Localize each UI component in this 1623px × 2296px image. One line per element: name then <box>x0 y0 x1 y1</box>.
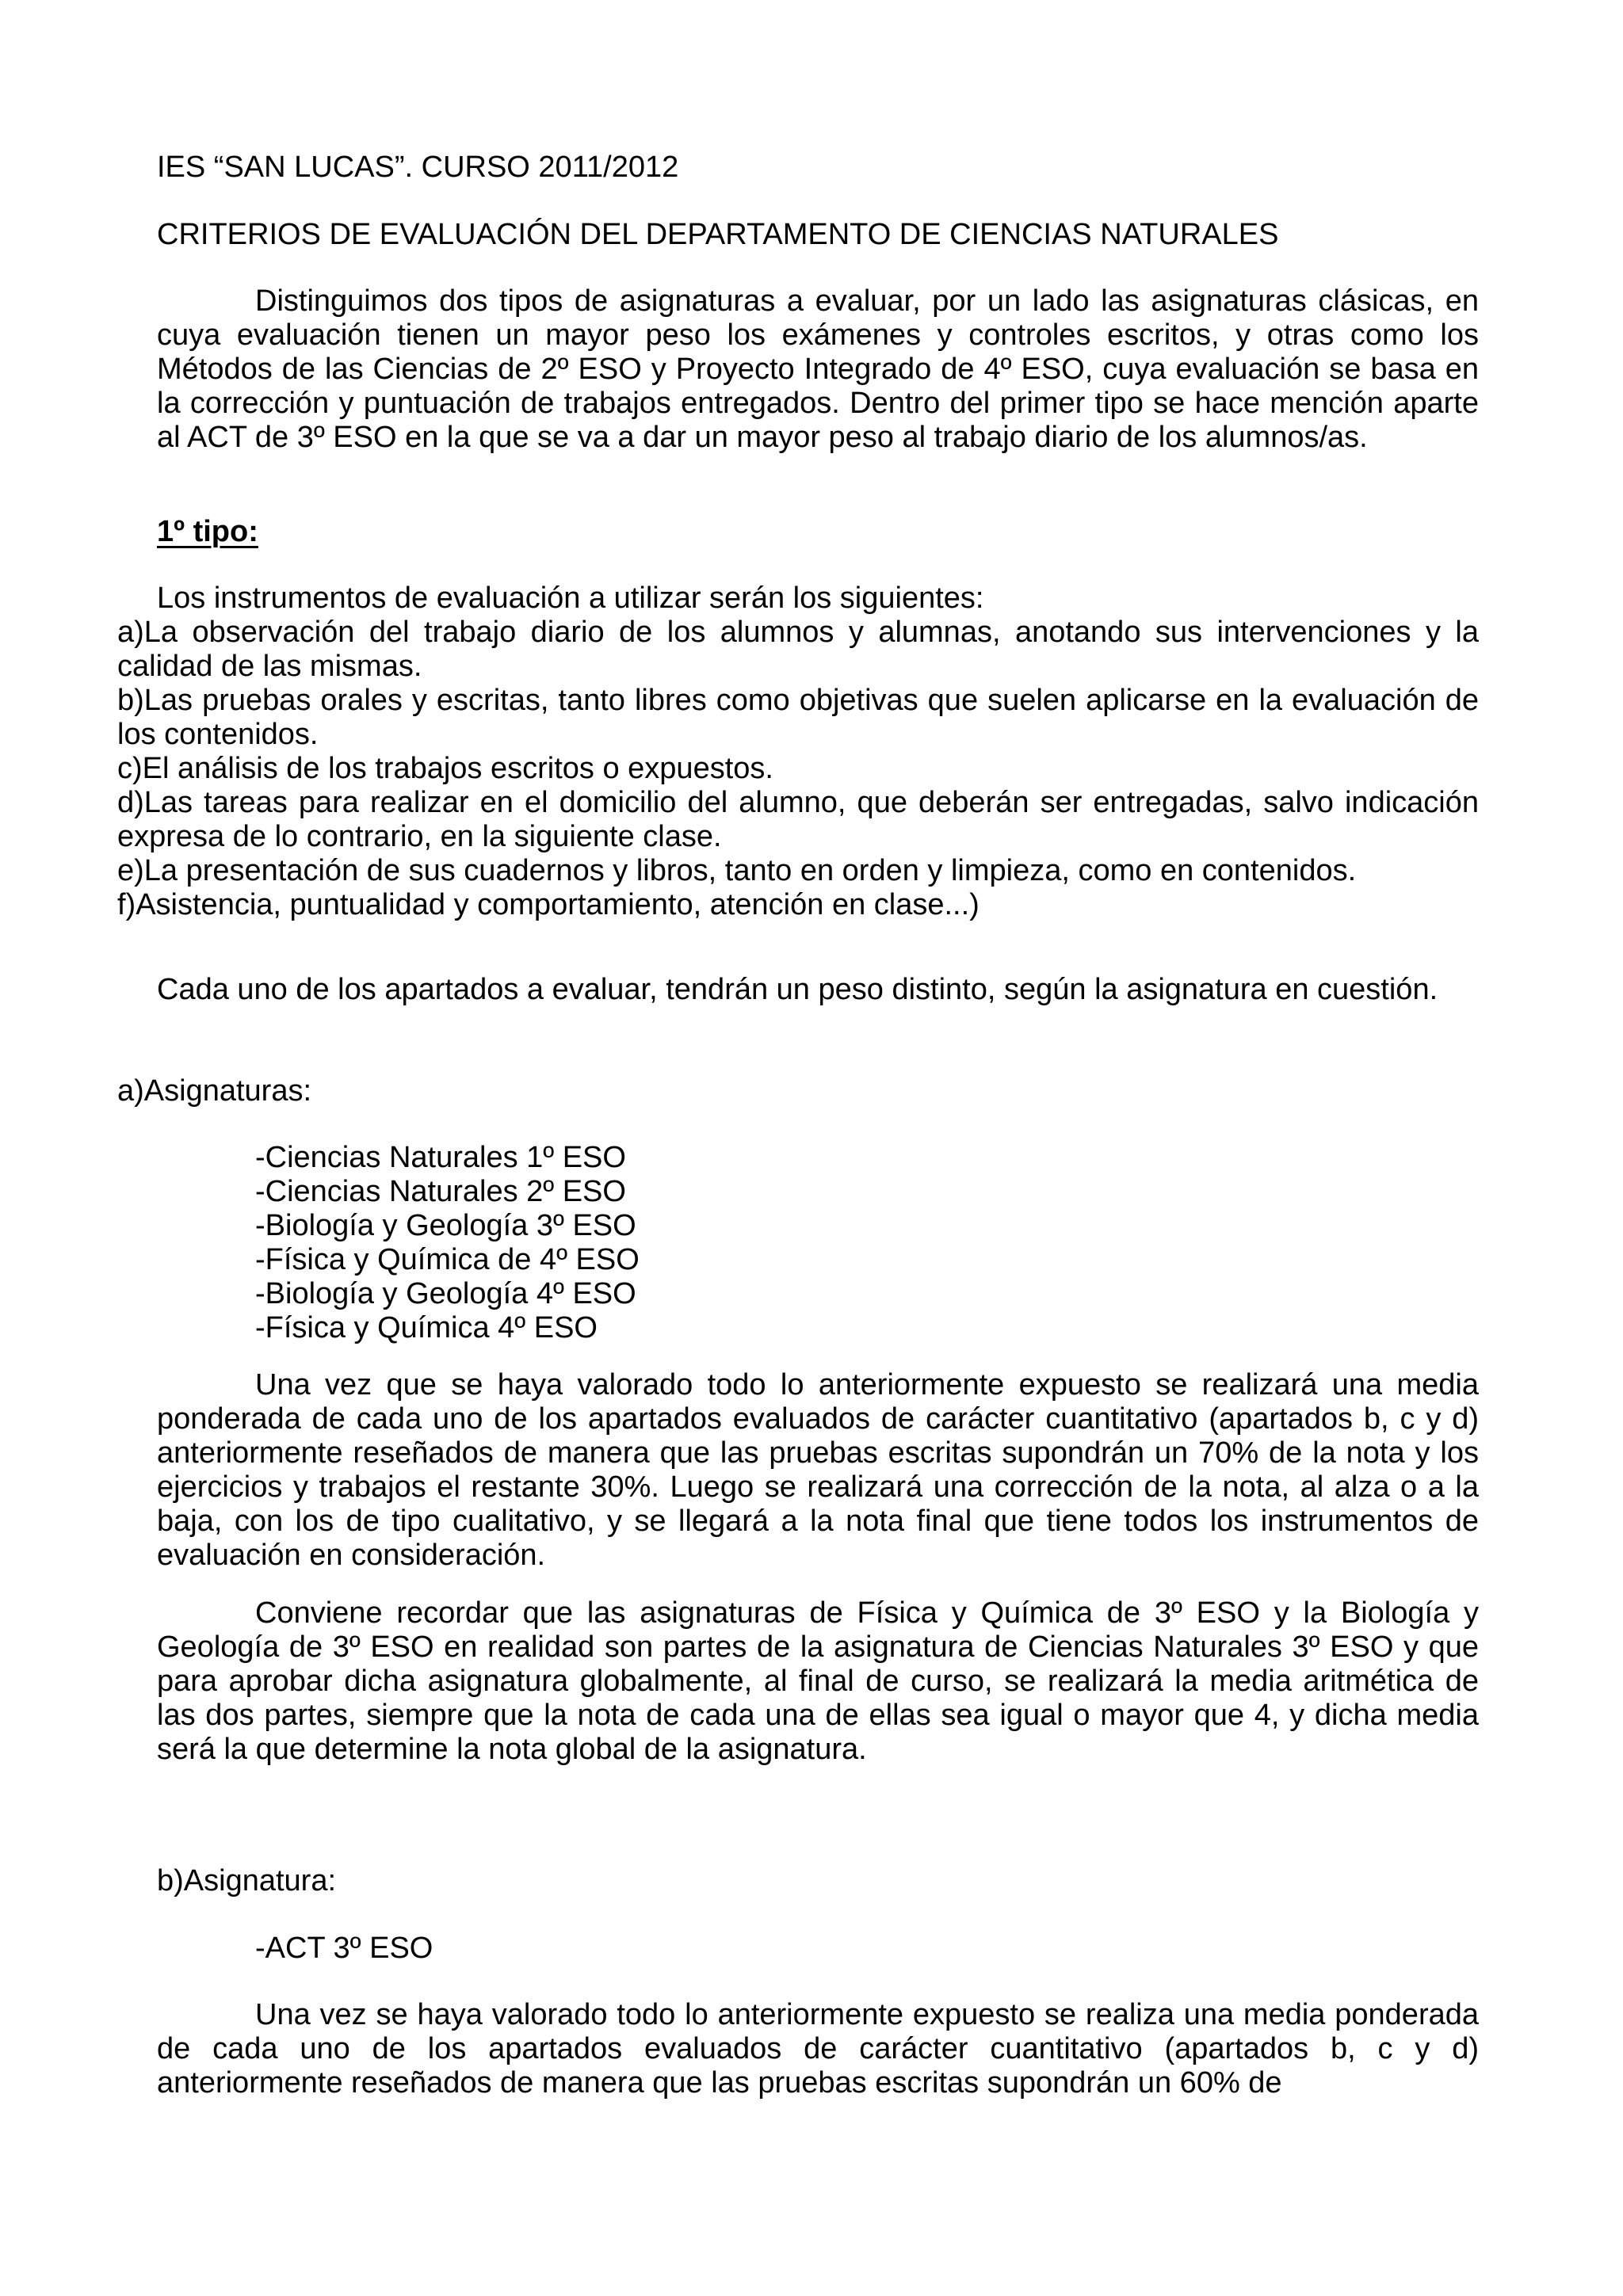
group-a-reminder-paragraph: Conviene recordar que las asignaturas de Física y Química de 3º ESO y la Biología y Geología de 3º ESO en realidad son partes de la asignatura de Ciencias Naturales 3º ESO y que para aprobar dicha asignatura globalmente, al final de curso, se realizará la media aritmética de las dos partes, siempre que la nota de cada una de ellas sea igual o mayor que 4, y dicha media será la que determine la nota global de la asignatura. <box>157 1596 1479 1766</box>
instrument-item-d: d)Las tareas para realizar en el domicilio del alumno, que deberán ser entregadas, salvo indicación expresa de lo contrario, en la siguiente clase. <box>117 786 1479 853</box>
subject-item: -Biología y Geología 4º ESO <box>255 1277 636 1310</box>
section-heading-first-type: 1º tipo: <box>157 515 258 548</box>
subject-item: -Ciencias Naturales 2º ESO <box>255 1175 626 1208</box>
group-a-label: a)Asignaturas: <box>117 1074 312 1108</box>
group-a-subject-list <box>255 1141 968 1345</box>
instrument-item-e: e)La presentación de sus cuadernos y libros, tanto en orden y limpieza, como en contenidos. <box>117 854 1357 887</box>
subject-item: -Física y Química 4º ESO <box>255 1311 598 1344</box>
instrument-item-a: a)La observación del trabajo diario de los alumnos y alumnas, anotando sus intervenciones y la calidad de las mismas. <box>117 616 1479 683</box>
group-b-label: b)Asignatura: <box>157 1864 337 1897</box>
document-title: CRITERIOS DE EVALUACIÓN DEL DEPARTAMENTO DE CIENCIAS NATURALES <box>157 218 1279 251</box>
instruments-list <box>117 616 1479 922</box>
subject-item: -Biología y Geología 3º ESO <box>255 1209 636 1242</box>
school-header-line: IES “SAN LUCAS”. CURSO 2011/2012 <box>157 151 679 184</box>
instrument-item-b: b)Las pruebas orales y escritas, tanto libres como objetivas que suelen aplicarse en la evaluación de los contenidos. <box>117 684 1479 751</box>
instrument-item-c: c)El análisis de los trabajos escritos o expuestos. <box>117 752 773 785</box>
instruments-lead: Los instrumentos de evaluación a utilizar serán los siguientes: <box>157 582 984 615</box>
intro-paragraph: Distinguimos dos tipos de asignaturas a evaluar, por un lado las asignaturas clásicas, en cuya evaluación tienen un mayor peso los exámenes y controles escritos, y otras como los Métodos de las Ciencias de 2º ESO y Proyecto Integrado de 4º ESO, cuya evaluación se basa en la corrección y puntuación de trabajos entregados. Dentro del primer tipo se hace mención aparte al ACT de 3º ESO en la que se va a dar un mayor peso al trabajo diario de los alumnos/as. <box>157 284 1479 454</box>
group-b-evaluation-paragraph: Una vez se haya valorado todo lo anteriormente expuesto se realiza una media ponderada de cada uno de los apartados evaluados de carácter cuantitativo (apartados b, c y d) anteriormente reseñados de manera que las pruebas escritas supondrán un 60% de <box>157 1998 1479 2100</box>
instrument-item-f: f)Asistencia, puntualidad y comportamiento, atención en clase...) <box>117 888 980 921</box>
subject-item: -Física y Química de 4º ESO <box>255 1243 640 1276</box>
subject-item: -Ciencias Naturales 1º ESO <box>255 1141 626 1174</box>
group-a-evaluation-paragraph: Una vez que se haya valorado todo lo anteriormente expuesto se realizará una media ponderada de cada uno de los apartados evaluados de carácter cuantitativo (apartados b, c y d) anteriormente reseñados de manera que las pruebas escritas supondrán un 70% de la nota y los ejercicios y trabajos el restante 30%. Luego se realizará una corrección de la nota, al alza o a la baja, con los de tipo cualitativo, y se llegará a la nota final que tiene todos los instrumentos de evaluación en consideración. <box>157 1368 1479 1572</box>
group-b-subject: -ACT 3º ESO <box>255 1932 433 1965</box>
weights-note-paragraph: Cada uno de los apartados a evaluar, tendrán un peso distinto, según la asignatura en cuestión. <box>157 973 1438 1006</box>
